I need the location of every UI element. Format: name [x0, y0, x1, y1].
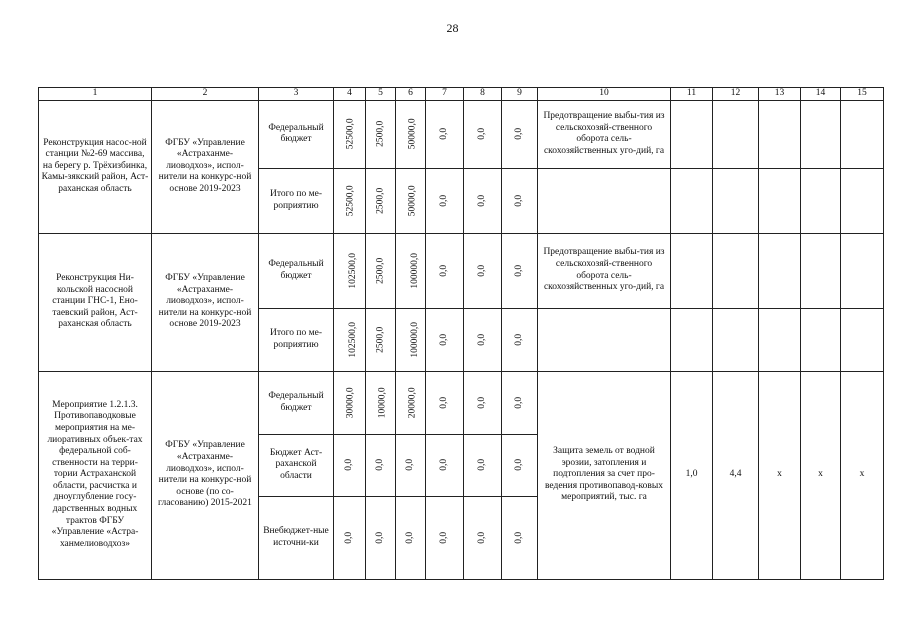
value-text: 20000,0 — [407, 387, 418, 419]
header-row — [39, 88, 884, 101]
value-cell — [366, 100, 396, 168]
value-cell — [334, 100, 366, 168]
empty-cell — [801, 100, 841, 168]
value-cell — [464, 496, 502, 579]
value-text: 0,0 — [374, 459, 385, 472]
measure-name-cell: Реконструкция насос-ной станции №2-69 массива, на берегу р. Трёхизбинка, Камы-зякский район, Аст-раханская область — [39, 100, 152, 233]
value-cell — [502, 100, 538, 168]
value-text: 0,0 — [513, 396, 524, 409]
indicator-cell: Защита земель от водной эрозии, затопления и подтопления за счет про-ведения противопавод-ковых мероприятий, тыс. га — [538, 371, 671, 579]
value-text: 2500,0 — [375, 187, 386, 214]
empty-cell — [759, 308, 801, 371]
value-text: 100000,0 — [410, 321, 421, 358]
measure-name-cell: Реконструкция Ни-кольской насосной станции ГНС-1, Ено-таевский район, Аст-раханская область — [39, 233, 152, 371]
header-col-1: 1 — [39, 88, 152, 101]
value-cell — [426, 371, 464, 434]
value-cell — [396, 371, 426, 434]
header-col-11: 11 — [671, 88, 713, 101]
empty-cell — [713, 233, 759, 308]
value-text: 10000,0 — [377, 387, 388, 419]
indicator-value-cell: 1,0 — [671, 371, 713, 579]
value-text: 0,0 — [513, 459, 524, 472]
header-col-7: 7 — [426, 88, 464, 101]
value-cell — [464, 168, 502, 233]
empty-cell — [841, 233, 884, 308]
value-text: 50000,0 — [407, 118, 418, 150]
empty-cell — [713, 168, 759, 233]
program-table — [38, 87, 884, 580]
value-text: 2500,0 — [375, 326, 386, 353]
executor-cell: ФГБУ «Управление «Астраханме-лиоводхоз», испол-нители на конкурс-ной основе 2019-2023 — [152, 100, 259, 233]
value-cell — [426, 233, 464, 308]
value-cell — [366, 308, 396, 371]
header-col-8: 8 — [464, 88, 502, 101]
value-cell — [334, 308, 366, 371]
value-text: 2500,0 — [375, 257, 386, 284]
value-cell — [464, 371, 502, 434]
value-text: 52500,0 — [345, 185, 356, 217]
value-cell — [464, 233, 502, 308]
measure-name-cell: Мероприятие 1.2.1.3. Противопаводковые мероприятия на ме-лиоративных объек-тах федеральной соб-ственности на терри-тории Астраханской области, расчистка и дноуглубление госу-дарственных водных трактов ФГБУ «Управление «Астра-ханмелиоводхоз» — [39, 371, 152, 579]
indicator-cell: Предотвращение выбы-тия из сельскохозяй-ственного оборота сель-скохозяйственных уго-дий, га — [538, 100, 671, 168]
value-text: 0,0 — [374, 531, 385, 544]
value-cell — [502, 168, 538, 233]
empty-cell — [671, 168, 713, 233]
value-text: 0,0 — [476, 531, 487, 544]
value-text: 0,0 — [513, 128, 524, 141]
funding-source-cell: Федеральный бюджет — [259, 233, 334, 308]
empty-cell — [671, 308, 713, 371]
value-text: 0,0 — [476, 194, 487, 207]
value-text: 0,0 — [513, 333, 524, 346]
indicator-value-cell: x — [759, 371, 801, 579]
header-col-10: 10 — [538, 88, 671, 101]
page-number: 28 — [446, 21, 459, 35]
value-cell — [366, 168, 396, 233]
indicator-cell: Предотвращение выбы-тия из сельскохозяй-ственного оборота сель-скохозяйственных уго-дий, га — [538, 233, 671, 308]
value-text: 0,0 — [438, 459, 449, 472]
value-text: 50000,0 — [407, 185, 418, 217]
funding-source-cell: Бюджет Аст-раханской области — [259, 434, 334, 496]
header-col-2: 2 — [152, 88, 259, 101]
value-text: 0,0 — [513, 194, 524, 207]
value-cell — [396, 496, 426, 579]
value-cell — [366, 371, 396, 434]
value-text: 0,0 — [438, 396, 449, 409]
header-col-12: 12 — [713, 88, 759, 101]
empty-cell — [841, 168, 884, 233]
value-cell — [502, 233, 538, 308]
value-text: 100000,0 — [410, 252, 421, 289]
value-cell — [366, 434, 396, 496]
value-cell — [334, 233, 366, 308]
value-cell — [366, 233, 396, 308]
value-cell — [426, 308, 464, 371]
value-text: 0,0 — [438, 531, 449, 544]
value-text: 0,0 — [438, 333, 449, 346]
value-cell — [464, 434, 502, 496]
value-text: 0,0 — [513, 264, 524, 277]
empty-cell — [671, 100, 713, 168]
value-text: 0,0 — [476, 128, 487, 141]
value-text: 0,0 — [438, 264, 449, 277]
indicator-value-cell: x — [841, 371, 884, 579]
value-cell — [464, 100, 502, 168]
value-text: 0,0 — [476, 459, 487, 472]
value-cell — [366, 496, 396, 579]
table-row — [39, 100, 884, 168]
value-cell — [502, 434, 538, 496]
value-text: 30000,0 — [345, 387, 356, 419]
funding-source-cell: Итого по ме-роприятию — [259, 168, 334, 233]
empty-cell — [671, 233, 713, 308]
table-row — [39, 371, 884, 434]
indicator-value-cell: x — [801, 371, 841, 579]
value-cell — [502, 308, 538, 371]
empty-cell — [713, 100, 759, 168]
empty-cell — [713, 308, 759, 371]
value-cell — [334, 496, 366, 579]
value-cell — [502, 371, 538, 434]
funding-source-cell: Итого по ме-роприятию — [259, 308, 334, 371]
funding-source-cell: Федеральный бюджет — [259, 100, 334, 168]
value-text: 0,0 — [343, 459, 354, 472]
empty-cell — [801, 233, 841, 308]
header-col-3: 3 — [259, 88, 334, 101]
empty-cell — [759, 168, 801, 233]
table-row — [39, 233, 884, 308]
header-col-6: 6 — [396, 88, 426, 101]
value-text: 0,0 — [476, 264, 487, 277]
funding-source-cell: Федеральный бюджет — [259, 371, 334, 434]
empty-cell — [759, 233, 801, 308]
value-cell — [396, 100, 426, 168]
value-cell — [502, 496, 538, 579]
value-text: 102500,0 — [348, 252, 359, 289]
funding-source-cell: Внебюджет-ные источни-ки — [259, 496, 334, 579]
value-text: 52500,0 — [345, 118, 356, 150]
empty-cell — [538, 168, 671, 233]
value-cell — [396, 168, 426, 233]
value-cell — [426, 100, 464, 168]
value-text: 2500,0 — [375, 121, 386, 148]
value-cell — [334, 168, 366, 233]
empty-cell — [841, 100, 884, 168]
value-text: 0,0 — [476, 333, 487, 346]
value-text: 102500,0 — [348, 321, 359, 358]
value-text: 0,0 — [404, 459, 415, 472]
header-col-5: 5 — [366, 88, 396, 101]
header-col-4: 4 — [334, 88, 366, 101]
empty-cell — [801, 308, 841, 371]
header-col-13: 13 — [759, 88, 801, 101]
header-col-15: 15 — [841, 88, 884, 101]
executor-cell: ФГБУ «Управление «Астраханме-лиоводхоз», испол-нители на конкурс-ной основе (по со-гласованию) 2015-2021 — [152, 371, 259, 579]
value-cell — [464, 308, 502, 371]
value-cell — [396, 233, 426, 308]
empty-cell — [801, 168, 841, 233]
value-cell — [396, 434, 426, 496]
value-text: 0,0 — [343, 531, 354, 544]
value-text: 0,0 — [404, 531, 415, 544]
value-cell — [396, 308, 426, 371]
value-text: 0,0 — [513, 531, 524, 544]
indicator-value-cell: 4,4 — [713, 371, 759, 579]
header-col-9: 9 — [502, 88, 538, 101]
value-text: 0,0 — [438, 128, 449, 141]
value-cell — [426, 434, 464, 496]
value-text: 0,0 — [438, 194, 449, 207]
executor-cell: ФГБУ «Управление «Астраханме-лиоводхоз», испол-нители на конкурс-ной основе 2019-2023 — [152, 233, 259, 371]
value-cell — [334, 371, 366, 434]
empty-cell — [538, 308, 671, 371]
value-text: 0,0 — [476, 396, 487, 409]
header-col-14: 14 — [801, 88, 841, 101]
value-cell — [334, 434, 366, 496]
empty-cell — [759, 100, 801, 168]
value-cell — [426, 168, 464, 233]
empty-cell — [841, 308, 884, 371]
value-cell — [426, 496, 464, 579]
